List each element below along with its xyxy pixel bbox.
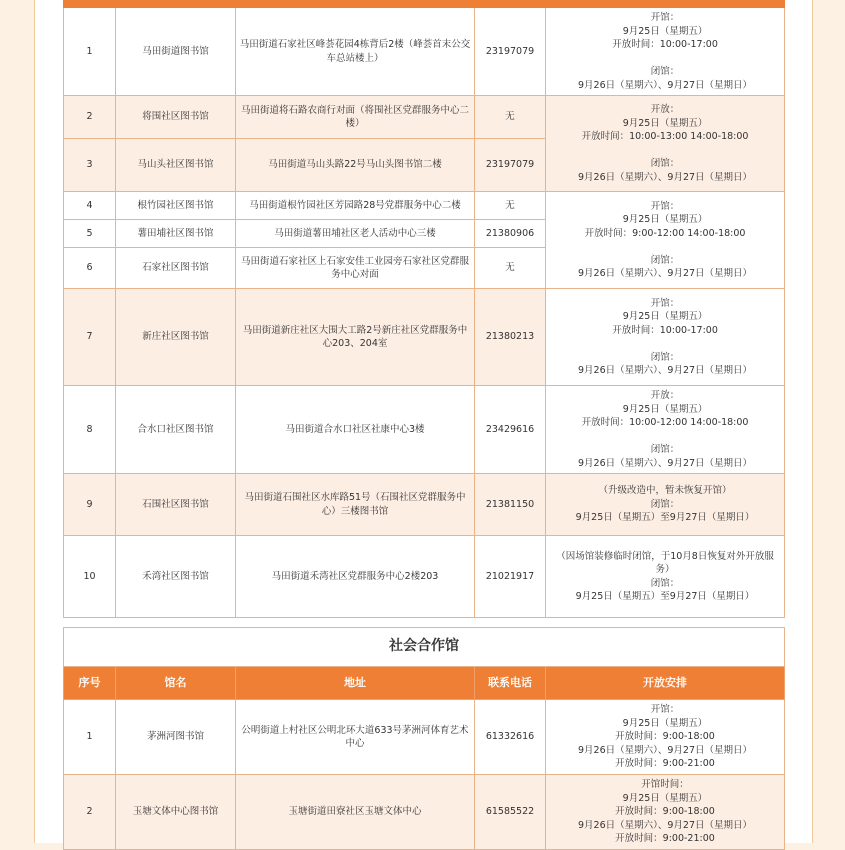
library-phone: 无 bbox=[475, 192, 546, 220]
table-row: 5 薯田埔社区图书馆 马田街道薯田埔社区老人活动中心三楼 21380906 bbox=[64, 220, 785, 248]
header-address: 地址 bbox=[236, 667, 475, 700]
header-no: 序号 bbox=[64, 667, 116, 700]
table-row: 7 新庄社区图书馆 马田街道新庄社区大围大工路2号新庄社区党群服务中心203、204室 21380213 开馆： 9月25日（星期五） 开放时间：10:00-17:00 闭馆： 9月26日（星期六）、9月27日（星期日） bbox=[64, 289, 785, 386]
library-schedule: 开馆： 9月25日（星期五） 开放时间：9:00-12:00 14:00-18:00 闭馆： 9月26日（星期六）、9月27日（星期日） bbox=[546, 192, 785, 289]
library-phone: 23197079 bbox=[475, 8, 546, 96]
table-row: 10 禾湾社区图书馆 马田街道禾湾社区党群服务中心2楼203 21021917 （因场馆装修临时闭馆，于10月8日恢复对外开放服务） 闭馆： 9月25日（星期五）至9月27日（星期日） bbox=[64, 536, 785, 618]
table-row: 2 玉塘文体中心图书馆 玉塘街道田寮社区玉塘文体中心 61585522 开馆时间： 9月25日（星期五） 开放时间：9:00-18:00 9月26日（星期六）、9月27日（星期日） 开放时间：9:00-21:00 bbox=[64, 775, 785, 850]
library-address: 马田街道石家社区峰荟花园4栋背后2楼（峰荟首末公交车总站楼上） bbox=[236, 8, 475, 96]
library-address: 马田街道马山头路22号马山头图书馆二楼 bbox=[236, 139, 475, 192]
header-name: 馆名 bbox=[116, 667, 236, 700]
library-name: 马田街道图书馆 bbox=[116, 8, 236, 96]
library-name: 玉塘文体中心图书馆 bbox=[116, 775, 236, 850]
library-name: 根竹园社区图书馆 bbox=[116, 192, 236, 220]
library-phone: 无 bbox=[475, 248, 546, 289]
library-schedule: 开放： 9月25日（星期五） 开放时间：10:00-13:00 14:00-18:00 闭馆： 9月26日（星期六）、9月27日（星期日） bbox=[546, 96, 785, 192]
library-address: 马田街道根竹园社区芳园路28号党群服务中心二楼 bbox=[236, 192, 475, 220]
library-name: 马山头社区图书馆 bbox=[116, 139, 236, 192]
library-phone: 21021917 bbox=[475, 536, 546, 618]
library-address: 马田街道石家社区上石家安佳工业园旁石家社区党群服务中心对面 bbox=[236, 248, 475, 289]
header-schedule: 开放安排 bbox=[546, 667, 785, 700]
table-row: 9 石围社区图书馆 马田街道石围社区水库路51号（石围社区党群服务中心）三楼图书馆 21381150 （升级改造中，暂未恢复开馆） 闭馆： 9月25日（星期五）至9月27日（星期日） bbox=[64, 474, 785, 536]
table-row: 4 根竹园社区图书馆 马田街道根竹园社区芳园路28号党群服务中心二楼 无 开馆： 9月25日（星期五） 开放时间：9:00-12:00 14:00-18:00 闭馆： 9月26日（星期六）、9月27日（星期日） bbox=[64, 192, 785, 220]
schedule-panel bbox=[34, 0, 813, 843]
table-row: 8 合水口社区图书馆 马田街道合水口社区社康中心3楼 23429616 开放： 9月25日（星期五） 开放时间：10:00-12:00 14:00-18:00 闭馆： 9月26日（星期六）、9月27日（星期日） bbox=[64, 386, 785, 474]
library-schedule: （升级改造中，暂未恢复开馆） 闭馆： 9月25日（星期五）至9月27日（星期日） bbox=[546, 474, 785, 536]
library-phone: 23197079 bbox=[475, 139, 546, 192]
library-phone: 21381150 bbox=[475, 474, 546, 536]
library-schedule: 开馆时间： 9月25日（星期五） 开放时间：9:00-18:00 9月26日（星期六）、9月27日（星期日） 开放时间：9:00-21:00 bbox=[546, 775, 785, 850]
header-phone: 联系电话 bbox=[475, 667, 546, 700]
community-library-table bbox=[63, 0, 785, 618]
table-row: 1 茅洲河图书馆 公明街道上村社区公明北环大道633号茅洲河体育艺术中心 61332616 开馆： 9月25日（星期五） 开放时间：9:00-18:00 9月26日（星期六）、9月27日（星期日） 开放时间：9:00-21:00 bbox=[64, 700, 785, 775]
table-header bbox=[64, 667, 785, 700]
library-schedule: 开馆： 9月25日（星期五） 开放时间：10:00-17:00 闭馆： 9月26日（星期六）、9月27日（星期日） bbox=[546, 289, 785, 386]
library-address: 马田街道将石路农商行对面（将围社区党群服务中心二楼） bbox=[236, 96, 475, 139]
library-phone: 61332616 bbox=[475, 700, 546, 775]
library-name: 禾湾社区图书馆 bbox=[116, 536, 236, 618]
library-schedule: 开馆： 9月25日（星期五） 开放时间：10:00-17:00 闭馆： 9月26日（星期六）、9月27日（星期日） bbox=[546, 8, 785, 96]
partner-library-table bbox=[63, 627, 785, 850]
section-title: 社会合作馆 bbox=[64, 628, 785, 667]
library-name: 将围社区图书馆 bbox=[116, 96, 236, 139]
library-name: 合水口社区图书馆 bbox=[116, 386, 236, 474]
library-address: 马田街道石围社区水库路51号（石围社区党群服务中心）三楼图书馆 bbox=[236, 474, 475, 536]
library-phone: 23429616 bbox=[475, 386, 546, 474]
library-address: 玉塘街道田寮社区玉塘文体中心 bbox=[236, 775, 475, 850]
library-address: 马田街道薯田埔社区老人活动中心三楼 bbox=[236, 220, 475, 248]
library-name: 薯田埔社区图书馆 bbox=[116, 220, 236, 248]
library-name: 新庄社区图书馆 bbox=[116, 289, 236, 386]
library-phone: 21380213 bbox=[475, 289, 546, 386]
table-row: 3 马山头社区图书馆 马田街道马山头路22号马山头图书馆二楼 23197079 bbox=[64, 139, 785, 192]
library-phone: 21380906 bbox=[475, 220, 546, 248]
library-phone: 无 bbox=[475, 96, 546, 139]
library-phone: 61585522 bbox=[475, 775, 546, 850]
library-schedule: 开馆： 9月25日（星期五） 开放时间：9:00-18:00 9月26日（星期六）、9月27日（星期日） 开放时间：9:00-21:00 bbox=[546, 700, 785, 775]
table-row: 6 石家社区图书馆 马田街道石家社区上石家安佳工业园旁石家社区党群服务中心对面 无 bbox=[64, 248, 785, 289]
table-row: 1 马田街道图书馆 马田街道石家社区峰荟花园4栋背后2楼（峰荟首末公交车总站楼上） 23197079 开馆： 9月25日（星期五） 开放时间：10:00-17:00 闭馆： 9月26日（星期六）、9月27日（星期日） bbox=[64, 8, 785, 96]
table-row: 2 将围社区图书馆 马田街道将石路农商行对面（将围社区党群服务中心二楼） 无 开放： 9月25日（星期五） 开放时间：10:00-13:00 14:00-18:00 闭馆： 9月26日（星期六）、9月27日（星期日） bbox=[64, 96, 785, 139]
library-address: 公明街道上村社区公明北环大道633号茅洲河体育艺术中心 bbox=[236, 700, 475, 775]
library-name: 石围社区图书馆 bbox=[116, 474, 236, 536]
library-schedule: （因场馆装修临时闭馆，于10月8日恢复对外开放服务） 闭馆： 9月25日（星期五）至9月27日（星期日） bbox=[546, 536, 785, 618]
library-name: 石家社区图书馆 bbox=[116, 248, 236, 289]
library-address: 马田街道合水口社区社康中心3楼 bbox=[236, 386, 475, 474]
library-schedule: 开放： 9月25日（星期五） 开放时间：10:00-12:00 14:00-18:00 闭馆： 9月26日（星期六）、9月27日（星期日） bbox=[546, 386, 785, 474]
library-name: 茅洲河图书馆 bbox=[116, 700, 236, 775]
library-address: 马田街道新庄社区大围大工路2号新庄社区党群服务中心203、204室 bbox=[236, 289, 475, 386]
library-address: 马田街道禾湾社区党群服务中心2楼203 bbox=[236, 536, 475, 618]
